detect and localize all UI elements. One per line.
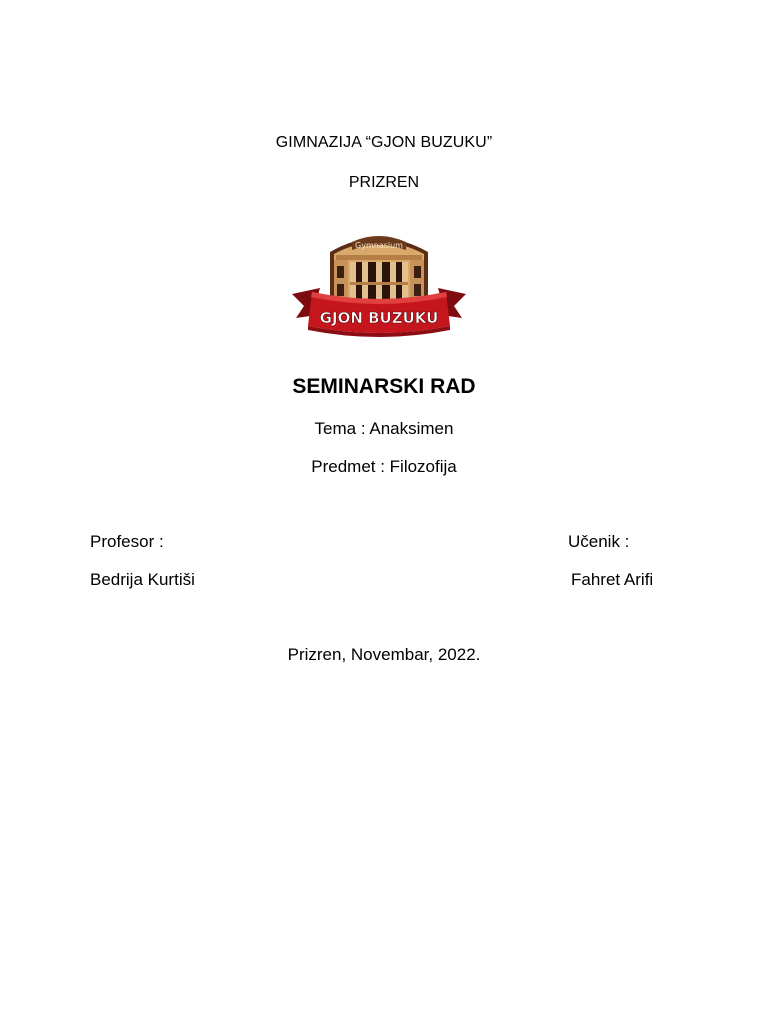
school-name: GIMNAZIJA “GJON BUZUKU”: [275, 134, 493, 151]
place-date: Prizren, Novembar, 2022.: [287, 645, 481, 664]
logo-banner-text: GJON BUZUKU: [319, 309, 439, 327]
document-subject: Predmet : Filozofija: [311, 457, 457, 476]
student-label: Učenik :: [568, 532, 630, 551]
document-title: SEMINARSKI RAD: [292, 375, 476, 398]
professor-label: Profesor :: [90, 532, 164, 551]
logo-graphic: [290, 222, 468, 346]
school-building-logo: [290, 222, 468, 346]
professor-name: Bedrija Kurtiši: [90, 570, 195, 589]
school-city: PRIZREN: [348, 174, 420, 191]
student-name: Fahret Arifi: [571, 570, 654, 589]
logo-sign-text: Gymnasium: [355, 241, 403, 250]
document-topic: Tema : Anaksimen: [314, 419, 454, 438]
